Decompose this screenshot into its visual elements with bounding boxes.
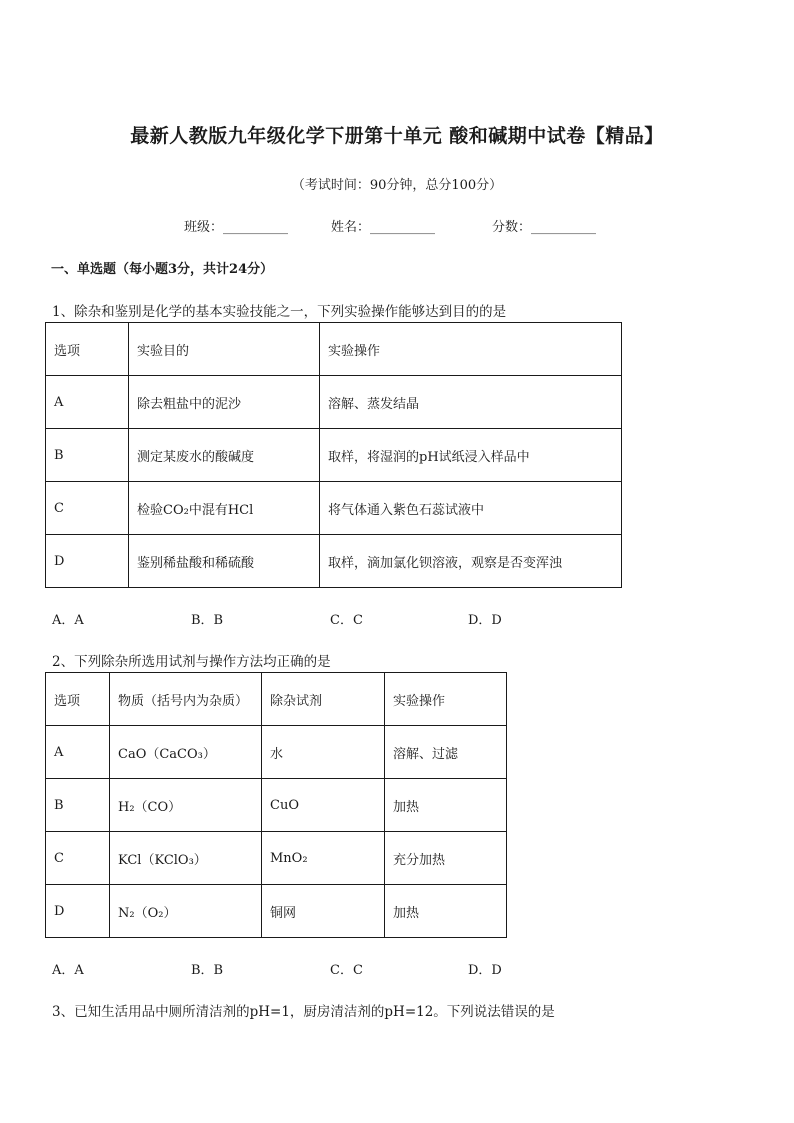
name-field: 姓名：__________ [331, 220, 436, 235]
question-3-stem: 3、已知生活用品中厕所清洁剂的pH=1，厨房清洁剂的pH=12。下列说法错误的是 [52, 1004, 555, 1020]
table-header-cell: 实验目的 [129, 323, 320, 376]
table-cell: 铜网 [262, 885, 385, 938]
table-header-cell: 实验操作 [385, 673, 507, 726]
table-cell: 取样，将湿润的pH试纸浸入样品中 [320, 429, 622, 482]
table-row [46, 885, 507, 938]
table-row [46, 376, 622, 429]
table-cell: D [46, 885, 110, 938]
table-cell: A [46, 726, 110, 779]
table-cell: MnO₂ [262, 832, 385, 885]
table-cell: N₂（O₂） [110, 885, 262, 938]
table-cell: B [46, 779, 110, 832]
table-cell: 水 [262, 726, 385, 779]
table-row [46, 779, 507, 832]
table-cell: CuO [262, 779, 385, 832]
table-header-cell: 物质（括号内为杂质） [110, 673, 262, 726]
option-c[interactable]: C．C [330, 963, 363, 978]
table-cell: 将气体通入紫色石蕊试液中 [320, 482, 622, 535]
table-cell: 充分加热 [385, 832, 507, 885]
option-d[interactable]: D．D [468, 613, 502, 628]
table-header-cell: 实验操作 [320, 323, 622, 376]
option-d[interactable]: D．D [468, 963, 502, 978]
option-b[interactable]: B．B [191, 613, 224, 628]
table-cell: 加热 [385, 885, 507, 938]
table-cell: B [46, 429, 129, 482]
exam-subtitle: （考试时间：90分钟，总分100分） [291, 178, 503, 193]
table-row [46, 429, 622, 482]
table-cell: KCl（KClO₃） [110, 832, 262, 885]
table-header-row [46, 323, 622, 376]
table-cell: 溶解、过滤 [385, 726, 507, 779]
table-row [46, 535, 622, 588]
option-a[interactable]: A．A [52, 613, 84, 628]
option-c[interactable]: C．C [330, 613, 363, 628]
table-row [46, 482, 622, 535]
table-cell: 除去粗盐中的泥沙 [129, 376, 320, 429]
table-cell: 取样，滴加氯化钡溶液，观察是否变浑浊 [320, 535, 622, 588]
question-1-stem: 1、除杂和鉴别是化学的基本实验技能之一，下列实验操作能够达到目的的是 [52, 304, 507, 320]
table-cell: C [46, 482, 129, 535]
table-cell: CaO（CaCO₃） [110, 726, 262, 779]
table-cell: 测定某废水的酸碱度 [129, 429, 320, 482]
table-cell: H₂（CO） [110, 779, 262, 832]
table-cell: 加热 [385, 779, 507, 832]
section-title: 一、单选题（每小题3分，共计24分） [51, 262, 274, 277]
table-cell: 检验CO₂中混有HCl [129, 482, 320, 535]
score-field: 分数：__________ [492, 220, 597, 235]
table-cell: C [46, 832, 110, 885]
option-b[interactable]: B．B [191, 963, 224, 978]
class-field: 班级：__________ [184, 220, 289, 235]
table-header-row [46, 673, 507, 726]
table-header-cell: 除杂试剂 [262, 673, 385, 726]
table-row [46, 726, 507, 779]
table-cell: D [46, 535, 129, 588]
exam-title: 最新人教版九年级化学下册第十单元 酸和碱期中试卷【精品】 [130, 125, 664, 147]
table-cell: A [46, 376, 129, 429]
option-a[interactable]: A．A [52, 963, 84, 978]
table-header-cell: 选项 [46, 323, 129, 376]
table-row [46, 832, 507, 885]
question-2-table [45, 672, 507, 938]
table-cell: 鉴别稀盐酸和稀硫酸 [129, 535, 320, 588]
table-cell: 溶解、蒸发结晶 [320, 376, 622, 429]
question-2-stem: 2、下列除杂所选用试剂与操作方法均正确的是 [52, 654, 331, 670]
table-header-cell: 选项 [46, 673, 110, 726]
question-1-table [45, 322, 622, 588]
